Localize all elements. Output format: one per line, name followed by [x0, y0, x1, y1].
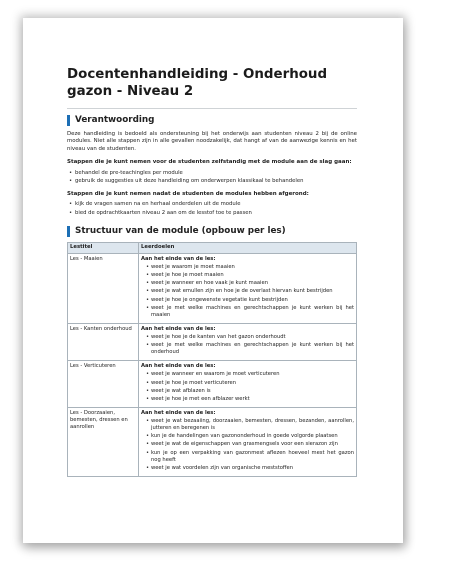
goal-heading: Aan het einde van de les:	[141, 410, 216, 417]
lestitel-cell: Les - Doorzaaien, bemesten, dressen en aanrollen	[68, 408, 139, 477]
goal-list	[141, 418, 354, 472]
goal-item: • weet je hoe je moet maaien	[151, 272, 354, 279]
goal-item: • weet je wanneer en waarom je moet verticuteren	[151, 371, 354, 378]
list-item: • behandel de pre-teachingles per module	[75, 169, 357, 177]
page-title: Docentenhandleiding - Onderhoud gazon - Niveau 2	[67, 67, 328, 99]
table-row	[68, 408, 357, 477]
section-heading-verantwoording: Verantwoording	[67, 115, 357, 126]
goal-list	[141, 334, 354, 356]
column-header-lestitel: Lestitel	[68, 242, 139, 253]
leerdoelen-cell	[139, 361, 357, 408]
goal-item: • weet je wat voordelen zijn van organische meststoffen	[151, 465, 354, 472]
goal-item: • weet je met welke machines en gerechtschappen je kunt werken bij het maaien	[151, 305, 354, 319]
list-item: • kijk de vragen samen na en herhaal onderdelen uit de module	[75, 200, 357, 208]
goal-item: • weet je wat de eigenschappen van grasmengsels voor een sierazon zijn	[151, 441, 354, 448]
leerdoelen-cell	[139, 408, 357, 477]
list-item: • bied de opdrachtkaarten niveau 2 aan om de lesstof toe te passen	[75, 209, 357, 217]
goal-heading: Aan het einde van de les:	[141, 325, 216, 332]
goal-heading: Aan het einde van de les:	[141, 255, 216, 262]
column-header-leerdoelen: Leerdoelen	[139, 242, 357, 253]
goal-item: • kun je de handelingen van gazononderhoud in goede volgorde plaatsen	[151, 433, 354, 440]
goal-item: • kun je op een verpakking van gazonmest aflezen hoeveel mest het gazon nog heeft	[151, 450, 354, 464]
goal-item: • weet je wat emullen zijn en hoe je de overlast hiervan kunt bestrijden	[151, 288, 354, 295]
list-item: • gebruik de suggesties uit deze handleiding om onderwerpen klassikaal te behandelen	[75, 177, 357, 185]
table-row	[68, 361, 357, 408]
table-row	[68, 323, 357, 360]
goal-list	[141, 371, 354, 403]
lessons-table	[67, 242, 357, 477]
goal-item: • weet je wat afblazen is	[151, 388, 354, 395]
title-divider	[67, 108, 357, 109]
steps-after-heading: Stappen die je kunt nemen nadat de studenten de modules hebben afgerond:	[67, 191, 309, 198]
goal-item: • weet je wanneer en hoe vaak je kunt maaien	[151, 280, 354, 287]
leerdoelen-cell	[139, 323, 357, 360]
goal-item: • weet je hoe je moet verticuteren	[151, 380, 354, 387]
steps-before-heading: Stappen die je kunt nemen voor de studenten zelfstandig met de module aan de slag gaan:	[67, 159, 352, 166]
leerdoelen-cell	[139, 253, 357, 323]
table-header-row	[68, 242, 357, 253]
steps-after-list	[67, 200, 357, 216]
goal-item: • weet je waarom je moet maaien	[151, 264, 354, 271]
goal-item: • weet je hoe je met een afblazer werkt	[151, 396, 354, 403]
goal-item: • weet je met welke machines en gerechtschappen je kunt werken bij het onderhoud	[151, 342, 354, 356]
goal-heading: Aan het einde van de les:	[141, 363, 216, 370]
steps-before-list	[67, 169, 357, 185]
goal-item: • weet je hoe je ongewenste vegetatie kunt bestrijden	[151, 297, 354, 304]
lestitel-cell: Les - Kanten onderhoud	[68, 323, 139, 360]
document-page	[23, 18, 403, 543]
intro-paragraph: Deze handleiding is bedoeld als ondersteuning bij het onderwijs aan studenten niveau 2 bij de online modules. Niet alle stappen zijn in alle gevallen noodzakelijk, dat hangt af van de aanwezige kennis en het niveau van de studenten.	[67, 131, 357, 152]
goal-item: • weet je wat bezaaiing, doorzaaien, bemesten, dressen, bezanden, aanrollen, jutteren en beregenen is	[151, 418, 354, 432]
lestitel-cell: Les - Verticuteren	[68, 361, 139, 408]
table-row	[68, 253, 357, 323]
lestitel-cell: Les - Maaien	[68, 253, 139, 323]
goal-item: • weet je hoe je de kanten van het gazon onderhoudt	[151, 334, 354, 341]
goal-list	[141, 264, 354, 319]
section-heading-structuur: Structuur van de module (opbouw per les)	[67, 226, 357, 237]
